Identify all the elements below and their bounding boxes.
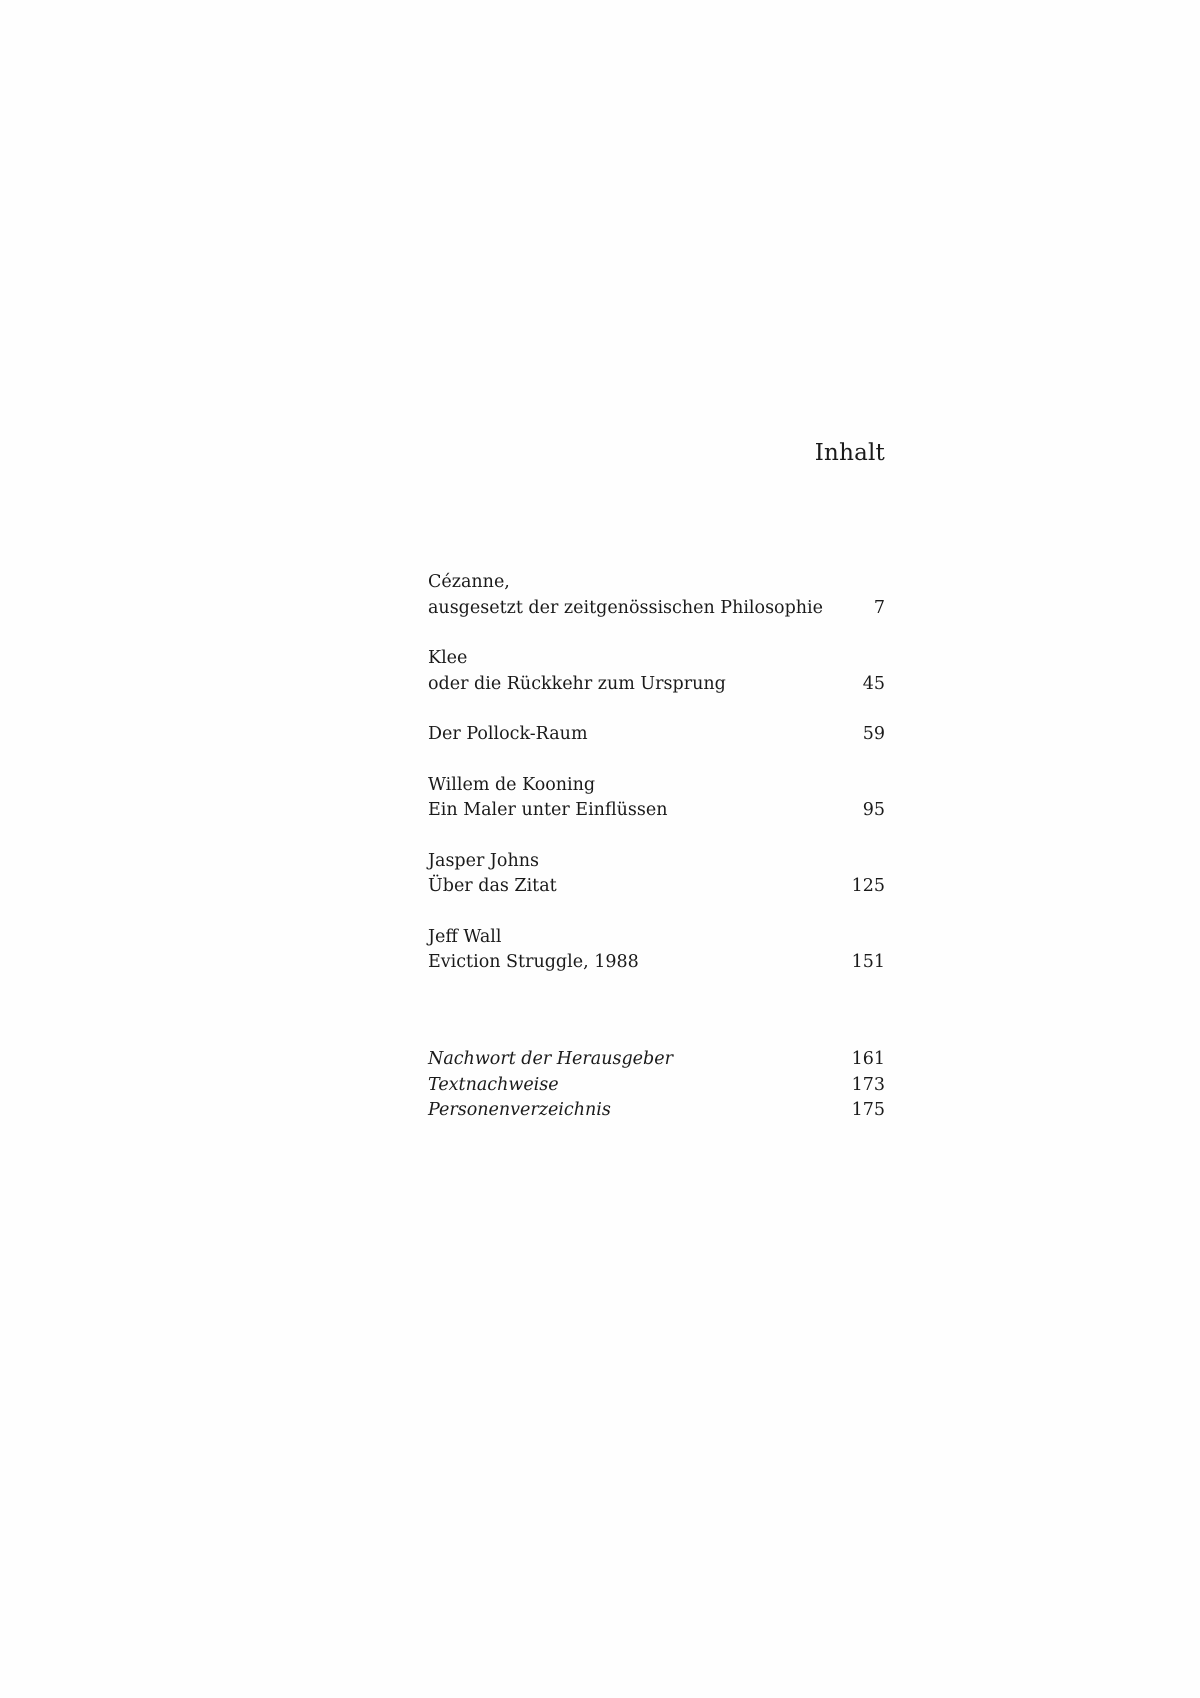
back-matter-title: Personenverzeichnis: [428, 1100, 611, 1120]
toc-entry: [428, 570, 885, 621]
toc-entry-line1: Willem de Kooning: [428, 774, 596, 795]
back-matter-page: 173: [851, 1074, 885, 1095]
toc-entry-line1: Klee: [428, 648, 468, 668]
toc-entry: [428, 722, 885, 748]
toc-entry-page: 151: [851, 952, 885, 972]
toc-entry-line1: Der Pollock-Raum: [428, 724, 588, 744]
toc-entry-page: 7: [873, 597, 885, 618]
toc-entry-line2: Eviction Struggle, 1988: [428, 952, 639, 972]
table-of-contents: [428, 570, 885, 1001]
back-matter-page: 161: [851, 1049, 885, 1069]
toc-entry-line2: Über das Zitat: [428, 876, 557, 896]
back-matter-list: [428, 1047, 885, 1124]
toc-entry-page: 95: [862, 800, 885, 820]
toc-entry-page: 45: [862, 673, 885, 694]
toc-entry-line1: Jasper Johns: [428, 850, 539, 871]
back-matter-entry: [428, 1098, 885, 1124]
toc-entry-line2: Ein Maler unter Einflüssen: [428, 800, 668, 820]
toc-entry: [428, 773, 885, 824]
toc-entry: [428, 849, 885, 900]
back-matter-entry: [428, 1073, 885, 1099]
page-title: Inhalt: [814, 440, 885, 466]
toc-entry-line1: Cézanne,: [428, 572, 510, 592]
back-matter-title: Textnachweise: [428, 1074, 559, 1095]
toc-entry-page: 125: [851, 876, 885, 896]
toc-entry-line1: Jeff Wall: [428, 926, 502, 947]
back-matter-title: Nachwort der Herausgeber: [428, 1049, 673, 1069]
toc-entry: [428, 925, 885, 976]
back-matter-page: 175: [851, 1100, 885, 1120]
toc-entry: [428, 646, 885, 697]
toc-entry-line2: oder die Rückkehr zum Ursprung: [428, 673, 726, 694]
toc-entry-page: 59: [862, 724, 885, 744]
toc-entry-line2: ausgesetzt der zeitgenössischen Philosophie: [428, 597, 824, 618]
back-matter-entry: [428, 1047, 885, 1073]
